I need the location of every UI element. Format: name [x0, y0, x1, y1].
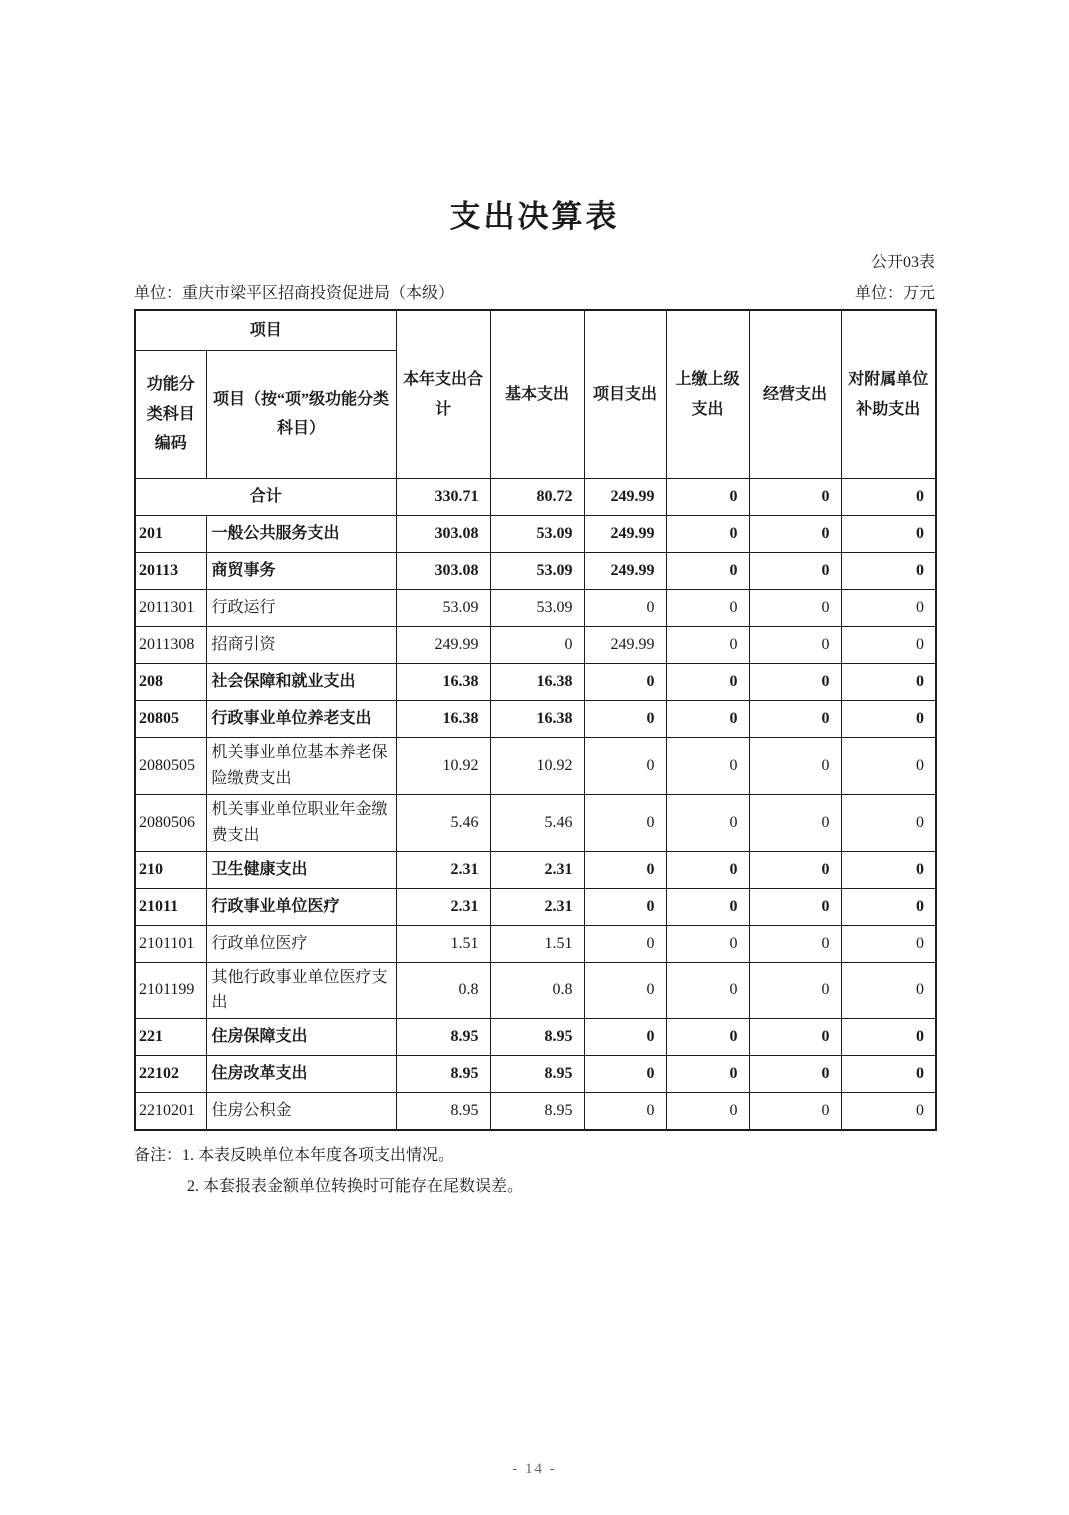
row-value-cell: 53.09 [490, 589, 584, 626]
row-value-cell: 0 [584, 1093, 666, 1130]
row-value-cell: 0 [584, 700, 666, 737]
row-value-cell: 0 [841, 794, 936, 851]
row-code-cell: 20113 [135, 552, 206, 589]
note-line-1: 备注：1. 本表反映单位本年度各项支出情况。 [134, 1146, 455, 1164]
row-name-cell: 机关事业单位职业年金缴费支出 [206, 794, 396, 851]
row-value-cell: 0 [749, 626, 841, 663]
row-value-cell: 0 [666, 962, 749, 1019]
header-row-group [135, 310, 936, 350]
header-col-basic: 基本支出 [490, 310, 584, 478]
row-name-cell: 一般公共服务支出 [206, 515, 396, 552]
row-name-cell: 行政事业单位医疗 [206, 888, 396, 925]
row-value-cell: 0 [666, 700, 749, 737]
row-value-cell: 0 [841, 515, 936, 552]
row-value-cell: 0 [841, 552, 936, 589]
org-label: 单位：重庆市梁平区招商投资促进局（本级） [134, 284, 455, 302]
table-row [135, 663, 936, 700]
row-name-cell: 商贸事务 [206, 552, 396, 589]
row-value-cell: 330.71 [396, 478, 490, 515]
row-value-cell: 0 [749, 700, 841, 737]
table-row [135, 626, 936, 663]
row-value-cell: 16.38 [396, 663, 490, 700]
row-value-cell: 10.92 [490, 737, 584, 794]
row-value-cell: 0 [666, 626, 749, 663]
row-value-cell: 0 [841, 478, 936, 515]
row-code-cell: 22102 [135, 1056, 206, 1093]
row-value-cell: 0 [584, 589, 666, 626]
row-name-cell: 行政事业单位养老支出 [206, 700, 396, 737]
row-value-cell: 8.95 [490, 1093, 584, 1130]
header-col-subsidy: 对附属单位补助支出 [841, 310, 936, 478]
row-code-cell: 20805 [135, 700, 206, 737]
document-content [134, 250, 935, 1202]
row-value-cell: 249.99 [584, 552, 666, 589]
row-value-cell: 0 [841, 626, 936, 663]
row-value-cell: 80.72 [490, 478, 584, 515]
row-value-cell: 0.8 [490, 962, 584, 1019]
note-line-2: 2. 本套报表金额单位转换时可能存在尾数误差。 [187, 1178, 524, 1195]
row-value-cell: 0 [490, 626, 584, 663]
table-row [135, 1056, 936, 1093]
row-name-cell: 行政运行 [206, 589, 396, 626]
row-value-cell: 0 [584, 1056, 666, 1093]
row-value-cell: 0 [666, 552, 749, 589]
table-row [135, 1019, 936, 1056]
row-value-cell: 2.31 [396, 888, 490, 925]
row-value-cell: 16.38 [396, 700, 490, 737]
row-value-cell: 0 [584, 925, 666, 962]
table-body [135, 478, 936, 1129]
row-value-cell: 2.31 [396, 851, 490, 888]
row-code-cell: 201 [135, 515, 206, 552]
row-value-cell: 249.99 [584, 626, 666, 663]
row-value-cell: 0 [841, 700, 936, 737]
row-value-cell: 0 [749, 794, 841, 851]
row-code-cell: 2080506 [135, 794, 206, 851]
row-code-cell: 2101199 [135, 962, 206, 1019]
row-value-cell: 53.09 [490, 552, 584, 589]
row-value-cell: 303.08 [396, 552, 490, 589]
row-value-cell: 0 [749, 663, 841, 700]
row-value-cell: 0 [666, 515, 749, 552]
row-value-cell: 0 [749, 888, 841, 925]
row-value-cell: 16.38 [490, 663, 584, 700]
table-row [135, 888, 936, 925]
row-value-cell: 16.38 [490, 700, 584, 737]
row-value-cell: 0 [841, 1056, 936, 1093]
row-value-cell: 8.95 [396, 1056, 490, 1093]
row-value-cell: 0 [666, 1056, 749, 1093]
row-value-cell: 0 [584, 962, 666, 1019]
row-value-cell: 0 [584, 851, 666, 888]
row-value-cell: 8.95 [396, 1093, 490, 1130]
row-value-cell: 0 [666, 478, 749, 515]
row-value-cell: 0 [841, 962, 936, 1019]
row-code-cell: 221 [135, 1019, 206, 1056]
row-value-cell: 0 [666, 737, 749, 794]
row-value-cell: 0 [749, 1056, 841, 1093]
row-value-cell: 0 [841, 589, 936, 626]
expenditure-table [134, 309, 937, 1130]
row-value-cell: 0 [749, 851, 841, 888]
row-name-cell: 其他行政事业单位医疗支出 [206, 962, 396, 1019]
row-value-cell: 303.08 [396, 515, 490, 552]
row-name-cell: 合计 [135, 478, 396, 515]
row-code-cell: 2210201 [135, 1093, 206, 1130]
row-value-cell: 0 [749, 925, 841, 962]
row-value-cell: 249.99 [584, 515, 666, 552]
header-col-operating: 经营支出 [749, 310, 841, 478]
row-name-cell: 行政单位医疗 [206, 925, 396, 962]
header-group-project: 项目 [135, 310, 396, 350]
table-row [135, 794, 936, 851]
row-code-cell: 208 [135, 663, 206, 700]
row-value-cell: 0 [584, 794, 666, 851]
row-value-cell: 0 [749, 515, 841, 552]
row-value-cell: 0 [666, 925, 749, 962]
row-value-cell: 0 [749, 1093, 841, 1130]
header-col-project: 项目支出 [584, 310, 666, 478]
row-value-cell: 0 [666, 589, 749, 626]
row-value-cell: 0 [749, 478, 841, 515]
header-col-code: 功能分类科目编码 [135, 350, 206, 478]
table-row [135, 478, 936, 515]
row-value-cell: 0 [749, 737, 841, 794]
row-value-cell: 1.51 [396, 925, 490, 962]
table-row [135, 552, 936, 589]
row-value-cell: 2.31 [490, 888, 584, 925]
header-col-total: 本年支出合计 [396, 310, 490, 478]
row-value-cell: 0 [584, 1019, 666, 1056]
row-value-cell: 0 [584, 737, 666, 794]
table-row [135, 962, 936, 1019]
row-code-cell: 2011301 [135, 589, 206, 626]
notes-block [134, 1140, 935, 1202]
row-value-cell: 0 [666, 794, 749, 851]
row-value-cell: 249.99 [584, 478, 666, 515]
row-code-cell: 2011308 [135, 626, 206, 663]
table-row [135, 1093, 936, 1130]
row-code-cell: 210 [135, 851, 206, 888]
row-name-cell: 卫生健康支出 [206, 851, 396, 888]
row-value-cell: 0 [841, 851, 936, 888]
row-value-cell: 0 [749, 962, 841, 1019]
row-value-cell: 0 [841, 888, 936, 925]
row-value-cell: 0 [666, 888, 749, 925]
row-code-cell: 2101101 [135, 925, 206, 962]
unit-label: 单位：万元 [854, 284, 935, 302]
page-number: - 14 - [512, 1461, 557, 1477]
row-value-cell: 0 [666, 663, 749, 700]
doc-form-label: 公开03表 [870, 254, 935, 272]
row-value-cell: 0 [584, 888, 666, 925]
table-row [135, 737, 936, 794]
row-name-cell: 机关事业单位基本养老保险缴费支出 [206, 737, 396, 794]
table-header [135, 310, 936, 478]
row-value-cell: 10.92 [396, 737, 490, 794]
page-title: 支出决算表 [449, 199, 620, 234]
row-value-cell: 0 [841, 925, 936, 962]
table-row [135, 925, 936, 962]
row-value-cell: 0 [749, 552, 841, 589]
row-value-cell: 2.31 [490, 851, 584, 888]
row-code-cell: 21011 [135, 888, 206, 925]
row-value-cell: 8.95 [396, 1019, 490, 1056]
row-value-cell: 0 [666, 1019, 749, 1056]
meta-row [134, 281, 935, 307]
row-value-cell: 0.8 [396, 962, 490, 1019]
table-row [135, 515, 936, 552]
row-value-cell: 0 [749, 589, 841, 626]
row-name-cell: 社会保障和就业支出 [206, 663, 396, 700]
row-value-cell: 0 [841, 663, 936, 700]
table-row [135, 851, 936, 888]
row-value-cell: 8.95 [490, 1056, 584, 1093]
row-value-cell: 0 [749, 1019, 841, 1056]
row-name-cell: 招商引资 [206, 626, 396, 663]
row-value-cell: 53.09 [396, 589, 490, 626]
header-col-name: 项目（按“项”级功能分类科目） [206, 350, 396, 478]
row-value-cell: 53.09 [490, 515, 584, 552]
row-value-cell: 5.46 [396, 794, 490, 851]
row-value-cell: 0 [666, 851, 749, 888]
header-col-upper: 上缴上级支出 [666, 310, 749, 478]
row-value-cell: 8.95 [490, 1019, 584, 1056]
table-row [135, 700, 936, 737]
row-code-cell: 2080505 [135, 737, 206, 794]
row-value-cell: 0 [841, 1093, 936, 1130]
row-value-cell: 0 [666, 1093, 749, 1130]
row-name-cell: 住房公积金 [206, 1093, 396, 1130]
row-value-cell: 0 [841, 737, 936, 794]
table-row [135, 589, 936, 626]
row-name-cell: 住房保障支出 [206, 1019, 396, 1056]
row-value-cell: 0 [841, 1019, 936, 1056]
row-value-cell: 249.99 [396, 626, 490, 663]
row-value-cell: 5.46 [490, 794, 584, 851]
row-value-cell: 0 [584, 663, 666, 700]
row-value-cell: 1.51 [490, 925, 584, 962]
row-name-cell: 住房改革支出 [206, 1056, 396, 1093]
